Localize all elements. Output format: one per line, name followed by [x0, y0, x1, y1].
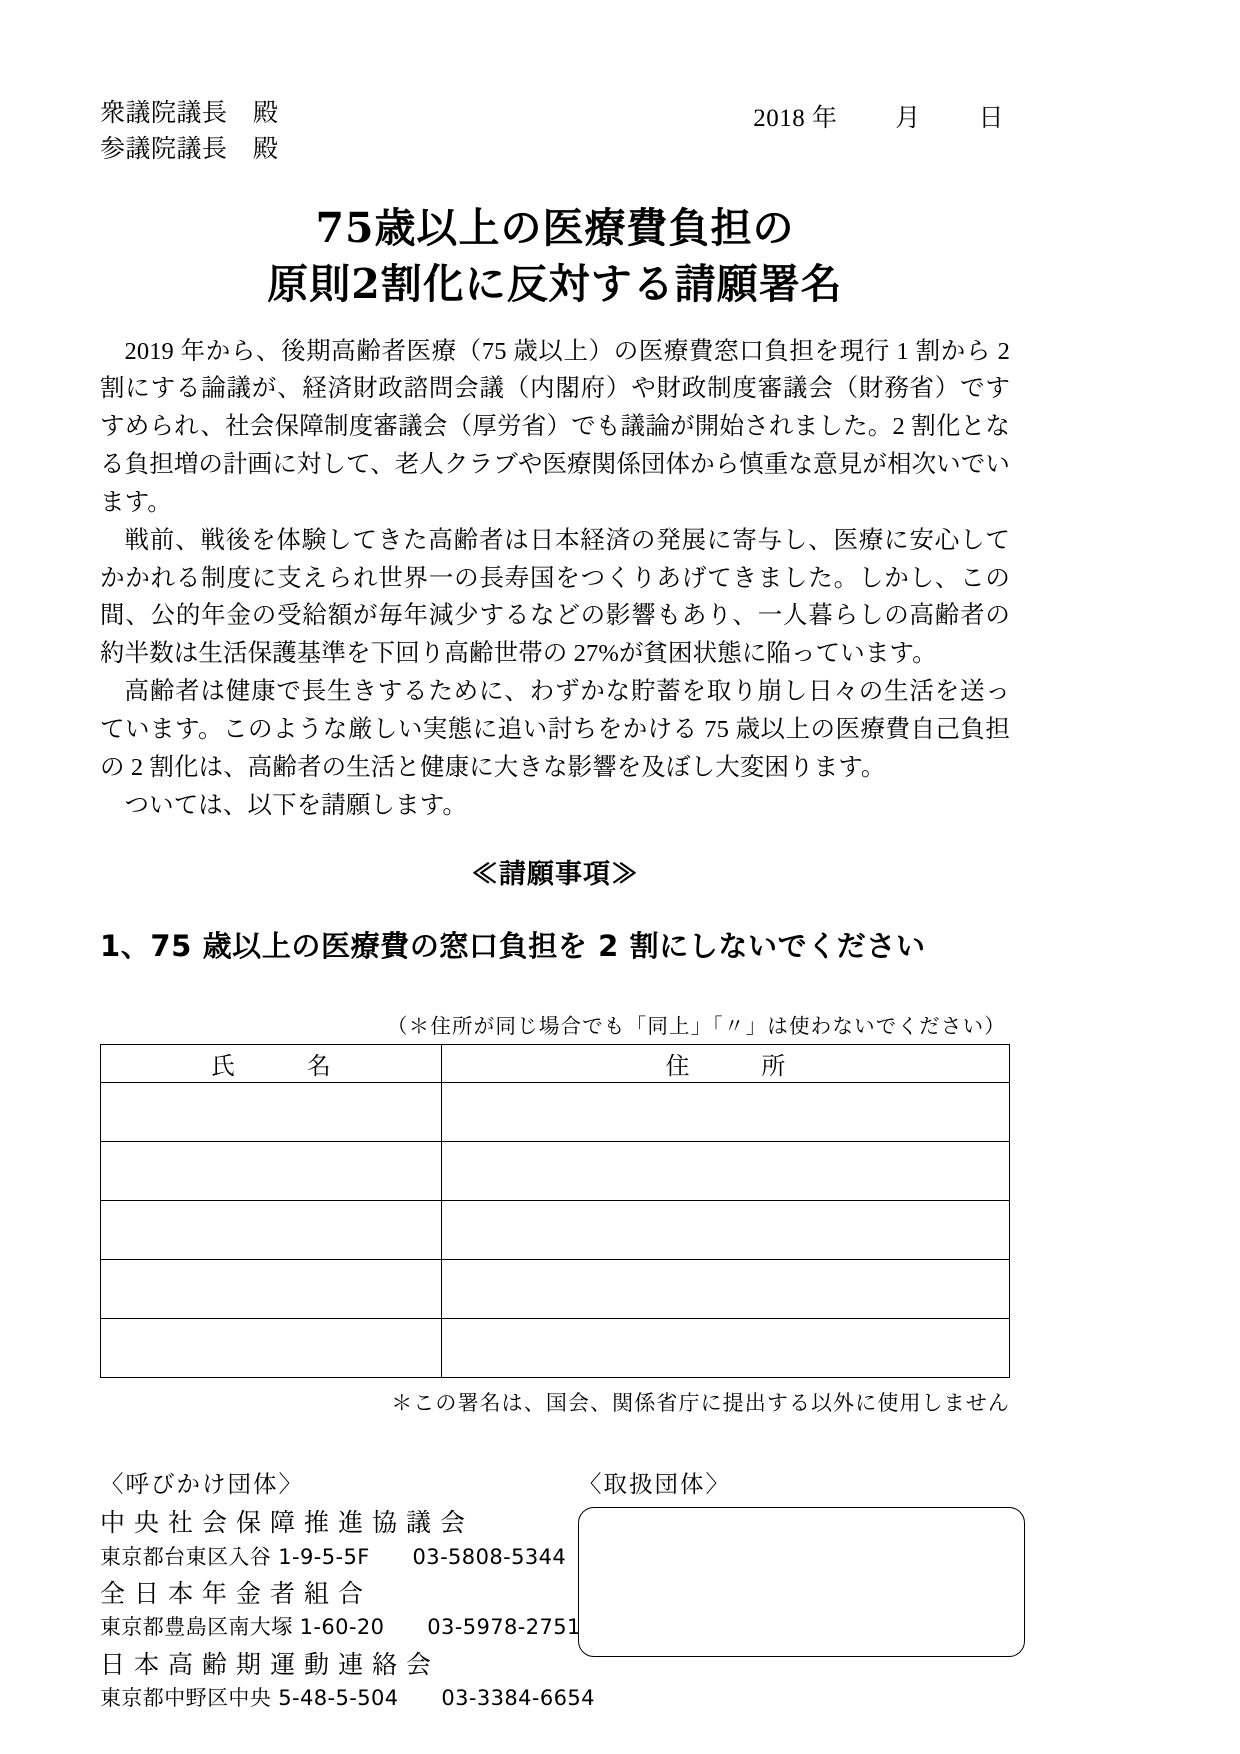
table-row [101, 1319, 1010, 1378]
body-text [100, 333, 1010, 825]
body-paragraph-3: 高齢者は健康で長生きするために、わずかな貯蓄を取り崩し日々の生活を送っています。このような厳しい実態に追い討ちをかける 75 歳以上の医療費自己負担の 2 割化は、高齢者の生活と健康に大きな影響を及ぼし大変困ります。 [100, 678, 1010, 781]
title-line-1: 75歳以上の医療費負担の [315, 204, 795, 252]
name-cell[interactable] [101, 1201, 442, 1260]
name-cell[interactable] [101, 1142, 442, 1201]
name-cell[interactable] [101, 1319, 442, 1378]
signature-table-body [101, 1083, 1010, 1378]
document-header [100, 96, 1010, 167]
organization-phone: 03-5978-2751 [427, 1615, 581, 1640]
address-cell[interactable] [441, 1319, 1009, 1378]
organization-entry [100, 1576, 581, 1644]
signature-table-footnote: ＊この署名は、国会、関係省庁に提出する以外に使用しません [391, 1391, 1010, 1416]
organization-detail [100, 1683, 595, 1715]
name-cell[interactable] [101, 1260, 442, 1319]
signature-table [100, 1044, 1010, 1378]
organization-detail [100, 1612, 581, 1644]
sponsor-label: 〈呼びかけ団体〉 [100, 1470, 304, 1499]
signature-table-note: （＊住所が同じ場合でも「同上」「〃」は使わないでください） [386, 1016, 1006, 1039]
organization-detail [100, 1542, 567, 1574]
document-title [100, 201, 1010, 313]
table-row [101, 1142, 1010, 1201]
column-header-name: 氏 名 [101, 1045, 442, 1083]
table-row [101, 1201, 1010, 1260]
document-content [100, 96, 1010, 1718]
body-paragraph-1: 2019 年から、後期高齢者医療（75 歳以上）の医療費窓口負担を現行 1 割から 2 割にする論議が、経済財政諮問会議（内閣府）や財政制度審議会（財務省）ですすめられ、社会保障制度審議会（厚労省）でも議論が開始されました。2 割化となる負担増の計画に対して、老人クラブや医療関係団体から慎重な意見が相次いでいます。 [100, 337, 1010, 516]
addressee-line-1: 衆議院議長 殿 [100, 100, 279, 127]
body-paragraph-4: ついては、以下を請願します。 [124, 791, 467, 819]
organization-address: 東京都中野区中央 5-48-5-504 [100, 1686, 399, 1711]
address-cell[interactable] [441, 1260, 1009, 1319]
column-header-address: 住 所 [441, 1045, 1009, 1083]
table-row [101, 1083, 1010, 1142]
table-row [101, 1260, 1010, 1319]
organization-name: 全日本年金者組合 [100, 1579, 373, 1609]
address-cell[interactable] [441, 1142, 1009, 1201]
document-footer [100, 1465, 1010, 1717]
title-line-2: 原則2割化に反対する請願署名 [267, 259, 843, 308]
petition-section-heading: ≪請願事項≫ [471, 859, 639, 891]
organization-entry [100, 1505, 567, 1573]
sponsor-organizations-block [100, 1465, 595, 1717]
organization-phone: 03-3384-6654 [441, 1686, 595, 1711]
address-cell[interactable] [441, 1083, 1009, 1142]
name-cell[interactable] [101, 1083, 442, 1142]
handler-label: 〈取扱団体〉 [578, 1470, 731, 1499]
handler-input-box[interactable] [578, 1507, 1025, 1657]
organization-name: 中央社会保障推進協議会 [100, 1508, 475, 1538]
address-cell[interactable] [441, 1201, 1009, 1260]
organization-phone: 03-5808-5344 [412, 1544, 567, 1569]
organization-address: 東京都台東区入谷 1-9-5-5F [100, 1544, 370, 1569]
handler-organization-block [560, 1465, 1025, 1717]
organization-address: 東京都豊島区南大塚 1-60-20 [100, 1615, 385, 1640]
addressee-block [100, 96, 279, 167]
date-field: 2018 年 月 日 [753, 105, 1004, 132]
petition-item-1: 1、75 歳以上の医療費の窓口負担を 2 割にしないでください [100, 929, 926, 964]
organization-entry [100, 1647, 595, 1715]
addressee-line-2: 参議院議長 殿 [100, 135, 279, 163]
organization-name: 日本高齢期運動連絡会 [100, 1649, 441, 1679]
table-header-row [101, 1045, 1010, 1083]
body-paragraph-2: 戦前、戦後を体験してきた高齢者は日本経済の発展に寄与し、医療に安心してかかれる制度に支えられ世界一の長寿国をつくりあげてきました。しかし、この間、公的年金の受給額が毎年減少するなどの影響もあり、一人暮らしの高齢者の約半数は生活保護基準を下回り高齢世帯の 27%が貧困状態に陥っています。 [100, 526, 1010, 668]
